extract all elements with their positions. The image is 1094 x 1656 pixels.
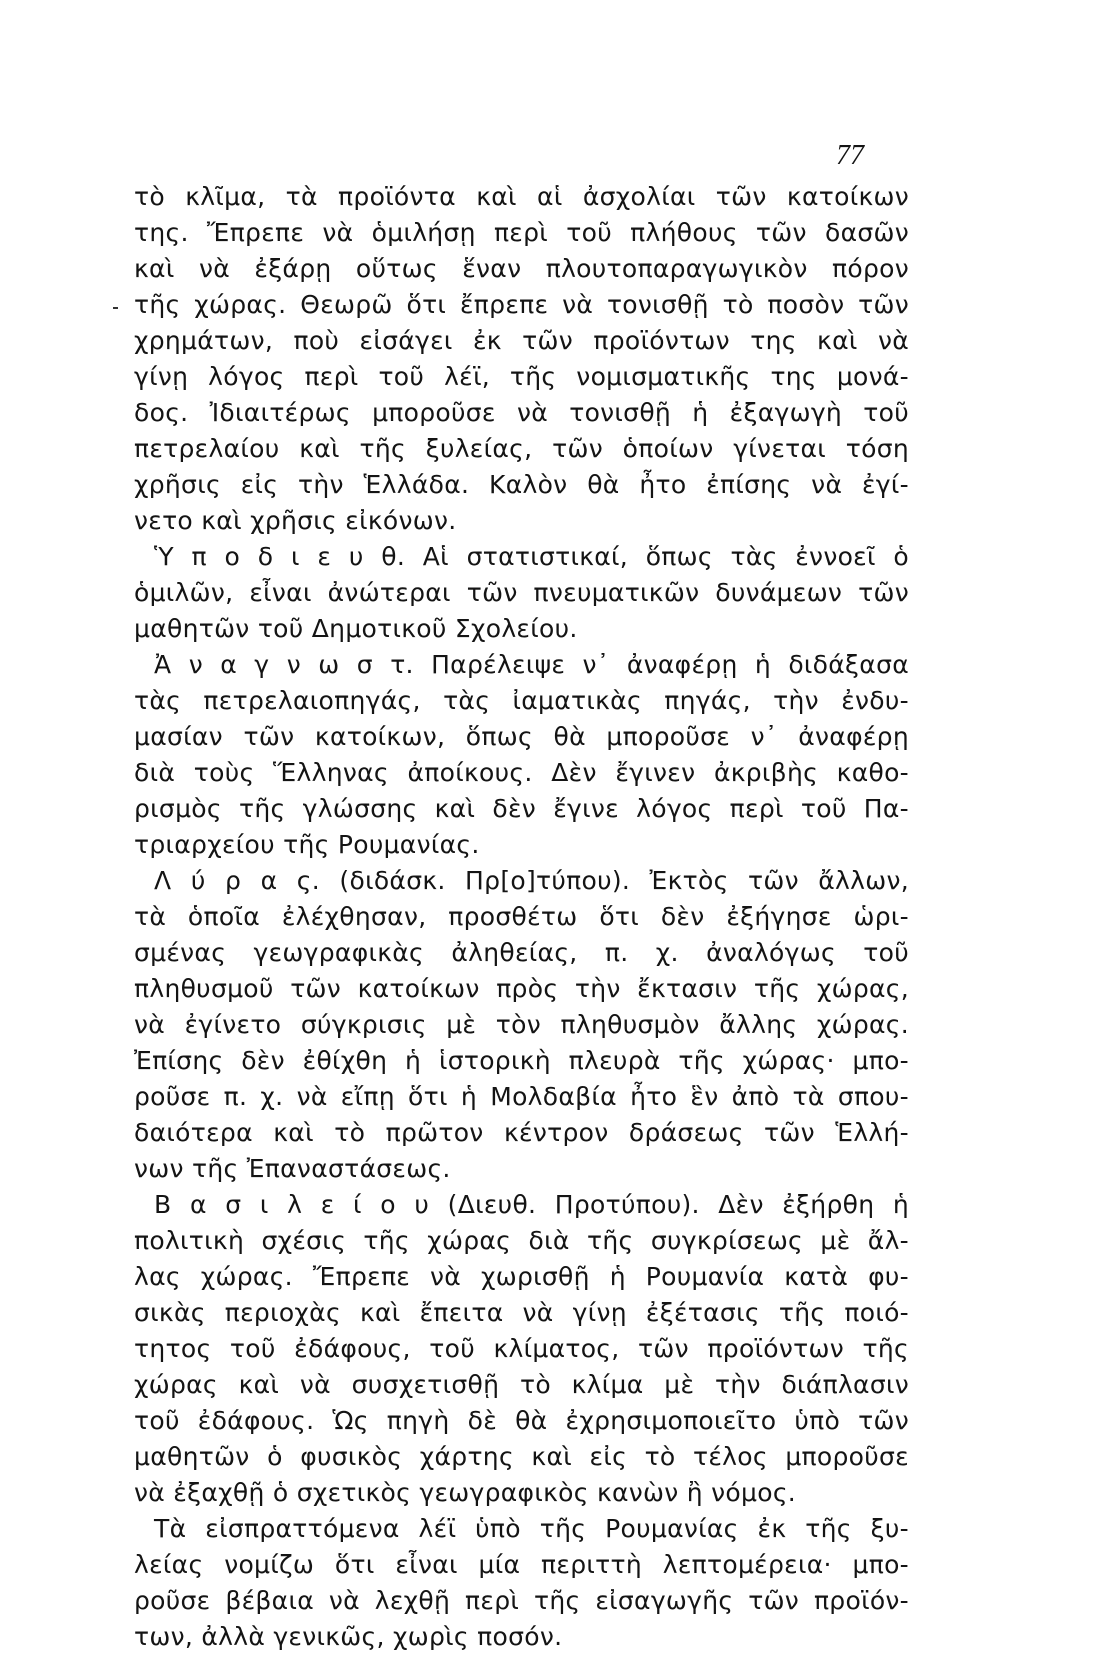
text-line: τῆς χώρας. Θεωρῶ ὅτι ἔπρεπε νὰ τονισθῇ τὸ ποσὸν τῶν [134,290,909,319]
text-line: διὰ τοὺς Ἕλληνας ἀποίκους. Δὲν ἔγινεν ἀκριβὴς καθο- [134,758,909,787]
text-line: Ἀ ν α γ ν ω σ τ. Παρέλειψε ν᾽ ἀναφέρῃ ἡ διδάξασα [154,650,909,679]
text-line: Τὰ εἰσπραττόμενα λέϊ ὑπὸ τῆς Ρουμανίας ἐκ τῆς ξυ- [154,1514,909,1543]
text-line: ροῦσε βέβαια νὰ λεχθῇ περὶ τῆς εἰσαγωγῆς τῶν προϊόν- [134,1586,909,1615]
text-line: Β α σ ι λ ε ί ο υ (Διευθ. Προτύπου). Δὲν ἐξήρθη ἡ [154,1190,909,1219]
page-number: 77 [836,140,864,171]
text-line: μασίαν τῶν κατοίκων, ὅπως θὰ μποροῦσε ν᾽ ἀναφέρῃ [134,722,909,751]
text-line: Ὑ π ο δ ι ε υ θ. Αἱ στατιστικαί, ὅπως τὰς ἐννοεῖ ὁ [154,542,909,571]
text-line: καὶ νὰ ἐξάρῃ οὕτως ἕναν πλουτοπαραγωγικὸν πόρον [134,254,909,283]
text-line: πληθυσμοῦ τῶν κατοίκων πρὸς τὴν ἔκτασιν τῆς χώρας, [134,974,909,1003]
text-line: δος. Ἰδιαιτέρως μποροῦσε νὰ τονισθῇ ἡ ἐξαγωγὴ τοῦ [134,398,909,427]
text-line: τὰς πετρελαιοπηγάς, τὰς ἰαματικὰς πηγάς, τὴν ἐνδυ- [134,686,909,715]
text-line: γίνῃ λόγος περὶ τοῦ λέϊ, τῆς νομισματικῆς της μονά- [134,362,909,391]
text-line: μαθητῶν τοῦ Δημοτικοῦ Σχολείου. [134,614,578,643]
text-line: νὰ ἐξαχθῇ ὁ σχετικὸς γεωγραφικὸς κανὼν ἢ νόμος. [134,1478,797,1507]
text-line: Λ ύ ρ α ς. (διδάσκ. Πρ[ο]τύπου). Ἐκτὸς τῶν ἄλλων, [154,866,909,895]
text-line: σμένας γεωγραφικὰς ἀληθείας, π. χ. ἀναλόγως τοῦ [134,938,909,967]
text-line: πολιτικὴ σχέσις τῆς χώρας διὰ τῆς συγκρίσεως μὲ ἄλ- [134,1226,909,1255]
text-line: χώρας καὶ νὰ συσχετισθῇ τὸ κλίμα μὲ τὴν διάπλασιν [134,1370,909,1399]
text-line: ρισμὸς τῆς γλώσσης καὶ δὲν ἔγινε λόγος περὶ τοῦ Πα- [134,794,909,823]
text-line: των, ἀλλὰ γενικῶς, χωρὶς ποσόν. [134,1622,563,1651]
text-line: δαιότερα καὶ τὸ πρῶτον κέντρον δράσεως τῶν Ἑλλή- [134,1118,909,1147]
text-line: λείας νομίζω ὅτι εἶναι μία περιττὴ λεπτομέρεια· μπο- [134,1550,909,1579]
text-line: τὰ ὁποῖα ἐλέχθησαν, προσθέτω ὅτι δὲν ἐξήγησε ὡρι- [134,902,909,931]
text-line: ροῦσε π. χ. νὰ εἴπῃ ὅτι ἡ Μολδαβία ἦτο ἓν ἀπὸ τὰ σπου- [134,1082,909,1111]
text-line: νὰ ἐγίνετο σύγκρισις μὲ τὸν πληθυσμὸν ἄλλης χώρας. [134,1010,909,1039]
margin-mark [113,307,118,309]
text-line: νων τῆς Ἐπαναστάσεως. [134,1154,451,1183]
text-line: τὸ κλῖμα, τὰ προϊόντα καὶ αἱ ἀσχολίαι τῶν κατοίκων [134,182,909,211]
text-line: νετο καὶ χρῆσις εἰκόνων. [134,506,457,535]
text-line: λας χώρας. Ἔπρεπε νὰ χωρισθῇ ἡ Ρουμανία κατὰ φυ- [134,1262,909,1291]
text-line: τοῦ ἐδάφους. Ὡς πηγὴ δὲ θὰ ἐχρησιμοποιεῖτο ὑπὸ τῶν [134,1406,909,1435]
text-line: ὁμιλῶν, εἶναι ἀνώτεραι τῶν πνευματικῶν δυνάμεων τῶν [134,578,909,607]
text-line: μαθητῶν ὁ φυσικὸς χάρτης καὶ εἰς τὸ τέλος μποροῦσε [134,1442,909,1471]
text-line: πετρελαίου καὶ τῆς ξυλείας, τῶν ὁποίων γίνεται τόση [134,434,909,463]
text-line: χρημάτων, ποὺ εἰσάγει ἐκ τῶν προϊόντων της καὶ νὰ [134,326,909,355]
text-line: τριαρχείου τῆς Ρουμανίας. [134,830,480,859]
text-line: Ἐπίσης δὲν ἐθίχθη ἡ ἱστορικὴ πλευρὰ τῆς χώρας· μπο- [134,1046,909,1075]
text-line: χρῆσις εἰς τὴν Ἑλλάδα. Καλὸν θὰ ἦτο ἐπίσης νὰ ἐγί- [134,470,909,499]
text-line: της. Ἔπρεπε νὰ ὁμιλήσῃ περὶ τοῦ πλήθους τῶν δασῶν [134,218,909,247]
text-line: σικὰς περιοχὰς καὶ ἔπειτα νὰ γίνῃ ἐξέτασις τῆς ποιό- [134,1298,909,1327]
text-line: τητος τοῦ ἐδάφους, τοῦ κλίματος, τῶν προϊόντων τῆς [134,1334,909,1363]
